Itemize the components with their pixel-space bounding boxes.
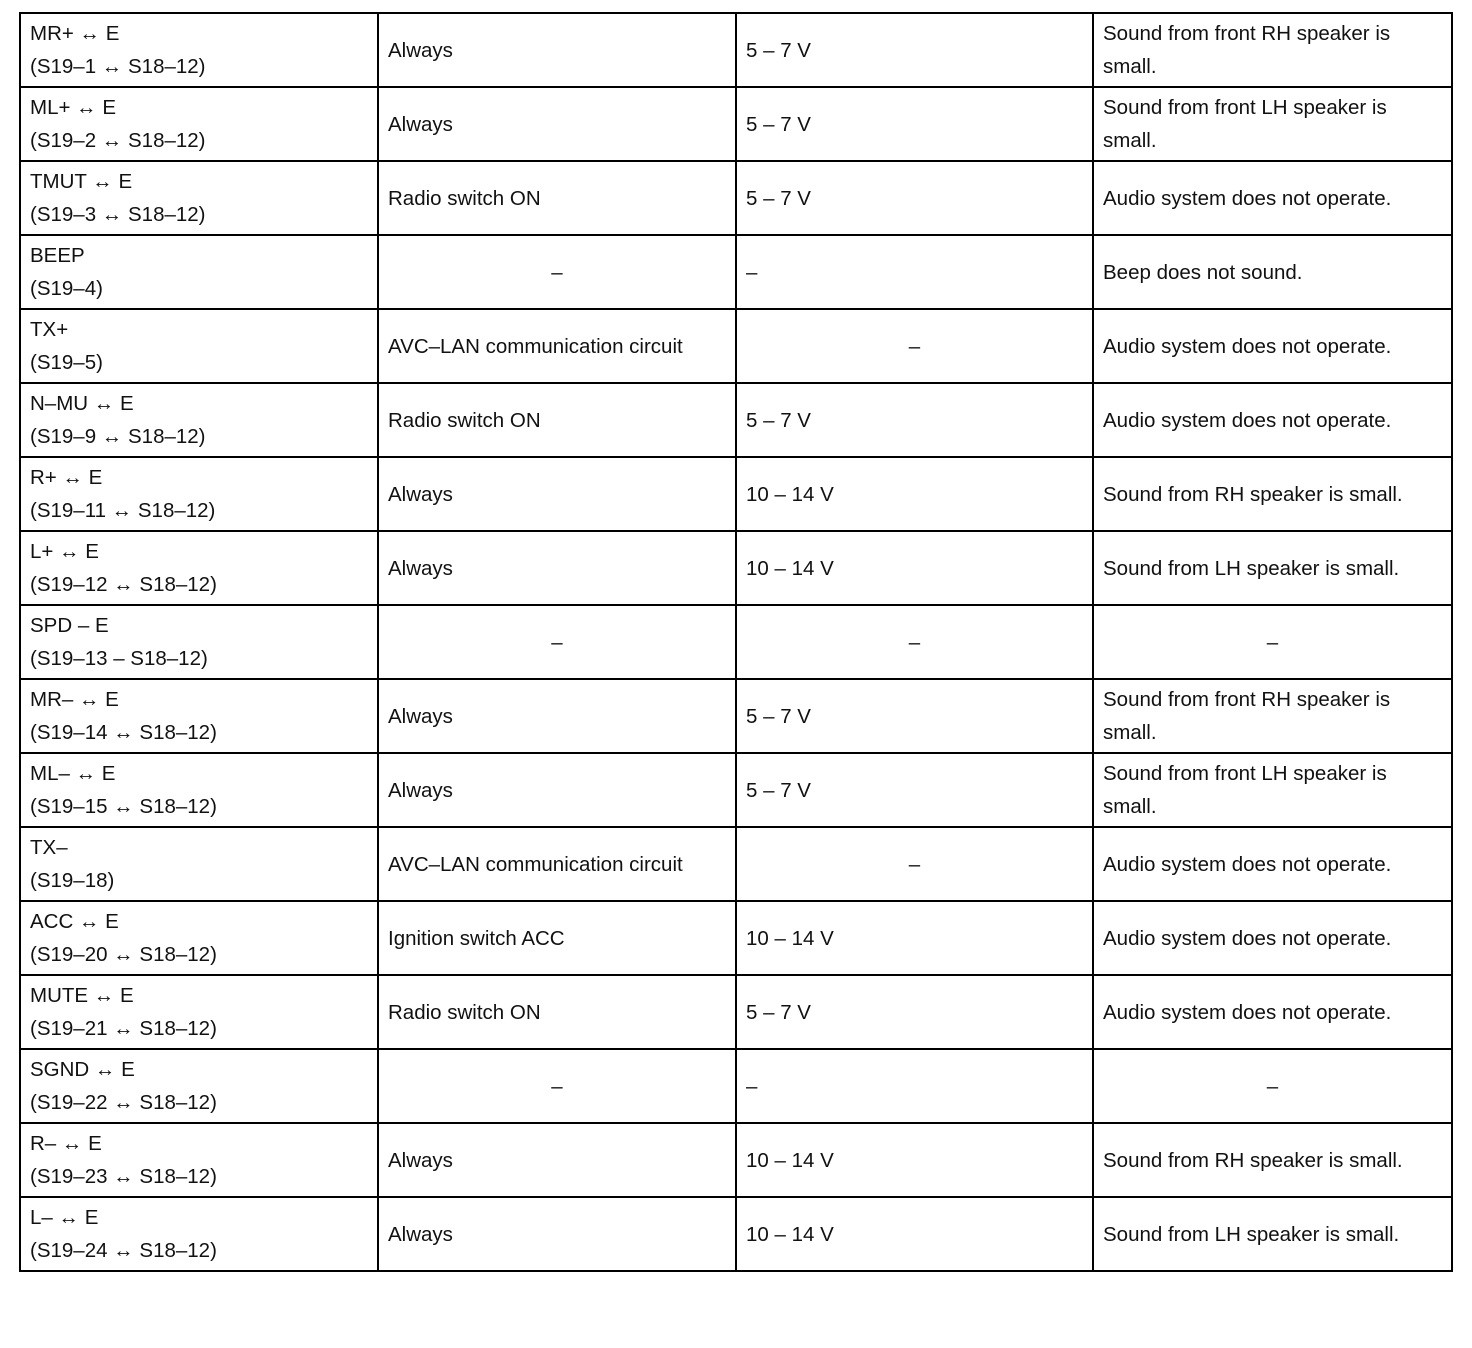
condition-cell: – <box>378 605 736 679</box>
symptom-cell <box>1093 753 1452 827</box>
symptom-text: Sound from front RH speaker is small. <box>1103 22 1391 78</box>
terminal-cell <box>20 753 378 827</box>
specified-value-cell: 10 – 14 V <box>736 1197 1093 1271</box>
terminal-cell <box>20 975 378 1049</box>
terminal-name: ML+ ↔ E <box>30 96 117 119</box>
terminal-cell <box>20 901 378 975</box>
condition-cell: Radio switch ON <box>378 975 736 1049</box>
symptom-cell <box>1093 605 1452 679</box>
specified-value-cell: – <box>736 1049 1093 1123</box>
symptom-text: Audio system does not operate. <box>1103 186 1392 210</box>
terminal-pins: (S19–24 ↔ S18–12) <box>30 1239 217 1262</box>
table-row <box>20 1197 1452 1271</box>
table-row <box>20 457 1452 531</box>
condition-cell: Always <box>378 1123 736 1197</box>
condition-cell: Radio switch ON <box>378 383 736 457</box>
symptom-text: Sound from front RH speaker is small. <box>1103 688 1391 744</box>
specified-value-cell: 5 – 7 V <box>736 161 1093 235</box>
symptom-text: Sound from front LH speaker is small. <box>1103 762 1387 818</box>
terminal-name: SPD – E <box>30 614 109 637</box>
terminal-pins: (S19–5) <box>30 351 103 374</box>
terminal-cell <box>20 605 378 679</box>
terminal-pins: (S19–9 ↔ S18–12) <box>30 425 206 448</box>
table-row <box>20 605 1452 679</box>
table-row <box>20 235 1452 309</box>
specified-value-cell: – <box>736 827 1093 901</box>
terminal-cell <box>20 531 378 605</box>
symptom-cell <box>1093 1197 1452 1271</box>
terminal-name: MUTE ↔ E <box>30 984 134 1007</box>
table-row <box>20 13 1452 87</box>
terminal-cell <box>20 13 378 87</box>
specified-value-cell: 5 – 7 V <box>736 383 1093 457</box>
terminal-cell <box>20 1049 378 1123</box>
condition-cell: Always <box>378 531 736 605</box>
terminal-pins: (S19–15 ↔ S18–12) <box>30 795 217 818</box>
terminal-pins: (S19–12 ↔ S18–12) <box>30 573 217 596</box>
terminal-pins: (S19–11 ↔ S18–12) <box>30 499 216 522</box>
specified-value-cell: 5 – 7 V <box>736 13 1093 87</box>
terminal-cell <box>20 457 378 531</box>
specified-value-cell: 10 – 14 V <box>736 531 1093 605</box>
symptom-text: Audio system does not operate. <box>1103 852 1392 876</box>
table-row <box>20 161 1452 235</box>
terminal-name: MR+ ↔ E <box>30 22 120 45</box>
terminal-spec-table <box>19 12 1453 1272</box>
terminal-name: SGND ↔ E <box>30 1058 135 1081</box>
terminal-pins: (S19–4) <box>30 277 103 300</box>
terminal-pins: (S19–21 ↔ S18–12) <box>30 1017 217 1040</box>
specified-value-cell: 5 – 7 V <box>736 975 1093 1049</box>
terminal-cell <box>20 235 378 309</box>
terminal-pins: (S19–18) <box>30 869 115 892</box>
condition-cell: Radio switch ON <box>378 161 736 235</box>
condition-cell: Ignition switch ACC <box>378 901 736 975</box>
condition-cell: – <box>378 235 736 309</box>
symptom-cell <box>1093 383 1452 457</box>
symptom-text: Beep does not sound. <box>1103 260 1303 284</box>
table-row <box>20 753 1452 827</box>
symptom-cell <box>1093 1123 1452 1197</box>
terminal-cell <box>20 87 378 161</box>
symptom-text: Sound from RH speaker is small. <box>1103 482 1403 506</box>
terminal-cell <box>20 383 378 457</box>
symptom-text: Audio system does not operate. <box>1103 926 1392 950</box>
symptom-cell <box>1093 309 1452 383</box>
terminal-cell <box>20 827 378 901</box>
condition-cell: Always <box>378 87 736 161</box>
symptom-text: Sound from LH speaker is small. <box>1103 556 1400 580</box>
condition-cell: AVC–LAN communication circuit <box>378 309 736 383</box>
terminal-pins: (S19–3 ↔ S18–12) <box>30 203 206 226</box>
symptom-cell <box>1093 901 1452 975</box>
terminal-name: BEEP <box>30 244 85 267</box>
symptom-text: Sound from RH speaker is small. <box>1103 1148 1403 1172</box>
terminal-cell <box>20 679 378 753</box>
symptom-cell <box>1093 827 1452 901</box>
terminal-pins: (S19–22 ↔ S18–12) <box>30 1091 217 1114</box>
symptom-text: Audio system does not operate. <box>1103 408 1392 432</box>
specified-value-cell: 5 – 7 V <box>736 753 1093 827</box>
terminal-name: ACC ↔ E <box>30 910 119 933</box>
symptom-text: Audio system does not operate. <box>1103 1000 1392 1024</box>
terminal-name: N–MU ↔ E <box>30 392 134 415</box>
symptom-cell <box>1093 457 1452 531</box>
condition-cell: – <box>378 1049 736 1123</box>
table-row <box>20 679 1452 753</box>
table-row <box>20 975 1452 1049</box>
specified-value-cell: 10 – 14 V <box>736 1123 1093 1197</box>
symptom-cell <box>1093 235 1452 309</box>
condition-cell: AVC–LAN communication circuit <box>378 827 736 901</box>
terminal-name: ML– ↔ E <box>30 762 116 785</box>
symptom-text: Sound from front LH speaker is small. <box>1103 96 1387 152</box>
terminal-name: TX– <box>30 836 68 859</box>
table-row <box>20 1049 1452 1123</box>
table-row <box>20 531 1452 605</box>
symptom-cell <box>1093 679 1452 753</box>
specified-value-cell: 5 – 7 V <box>736 679 1093 753</box>
specified-value-cell: – <box>736 235 1093 309</box>
terminal-pins: (S19–23 ↔ S18–12) <box>30 1165 217 1188</box>
table-row <box>20 1123 1452 1197</box>
condition-cell: Always <box>378 457 736 531</box>
terminal-name: R+ ↔ E <box>30 466 103 489</box>
terminal-cell <box>20 1197 378 1271</box>
terminal-pins: (S19–14 ↔ S18–12) <box>30 721 217 744</box>
terminal-pins: (S19–13 – S18–12) <box>30 647 208 670</box>
condition-cell: Always <box>378 753 736 827</box>
symptom-cell <box>1093 161 1452 235</box>
terminal-name: TMUT ↔ E <box>30 170 133 193</box>
specified-value-cell: – <box>736 309 1093 383</box>
table-row <box>20 827 1452 901</box>
symptom-cell <box>1093 13 1452 87</box>
symptom-cell <box>1093 87 1452 161</box>
terminal-pins: (S19–20 ↔ S18–12) <box>30 943 217 966</box>
terminal-name: L+ ↔ E <box>30 540 99 563</box>
terminal-cell <box>20 1123 378 1197</box>
symptom-cell <box>1093 1049 1452 1123</box>
symptom-text: Sound from LH speaker is small. <box>1103 1222 1400 1246</box>
specified-value-cell: 10 – 14 V <box>736 901 1093 975</box>
terminal-cell <box>20 309 378 383</box>
specified-value-cell: 10 – 14 V <box>736 457 1093 531</box>
terminal-pins: (S19–1 ↔ S18–12) <box>30 55 206 78</box>
table-row <box>20 309 1452 383</box>
specified-value-cell: – <box>736 605 1093 679</box>
symptom-text: – <box>1266 1074 1279 1098</box>
condition-cell: Always <box>378 679 736 753</box>
terminal-name: R– ↔ E <box>30 1132 102 1155</box>
table-row <box>20 87 1452 161</box>
symptom-text: Audio system does not operate. <box>1103 334 1392 358</box>
condition-cell: Always <box>378 13 736 87</box>
table-row <box>20 901 1452 975</box>
terminal-spec-table-body <box>20 13 1452 1271</box>
terminal-name: TX+ <box>30 318 69 341</box>
table-row <box>20 383 1452 457</box>
symptom-cell <box>1093 531 1452 605</box>
terminal-name: MR– ↔ E <box>30 688 119 711</box>
condition-cell: Always <box>378 1197 736 1271</box>
terminal-name: L– ↔ E <box>30 1206 99 1229</box>
symptom-text: – <box>1266 630 1279 654</box>
terminal-pins: (S19–2 ↔ S18–12) <box>30 129 206 152</box>
terminal-cell <box>20 161 378 235</box>
symptom-cell <box>1093 975 1452 1049</box>
specified-value-cell: 5 – 7 V <box>736 87 1093 161</box>
